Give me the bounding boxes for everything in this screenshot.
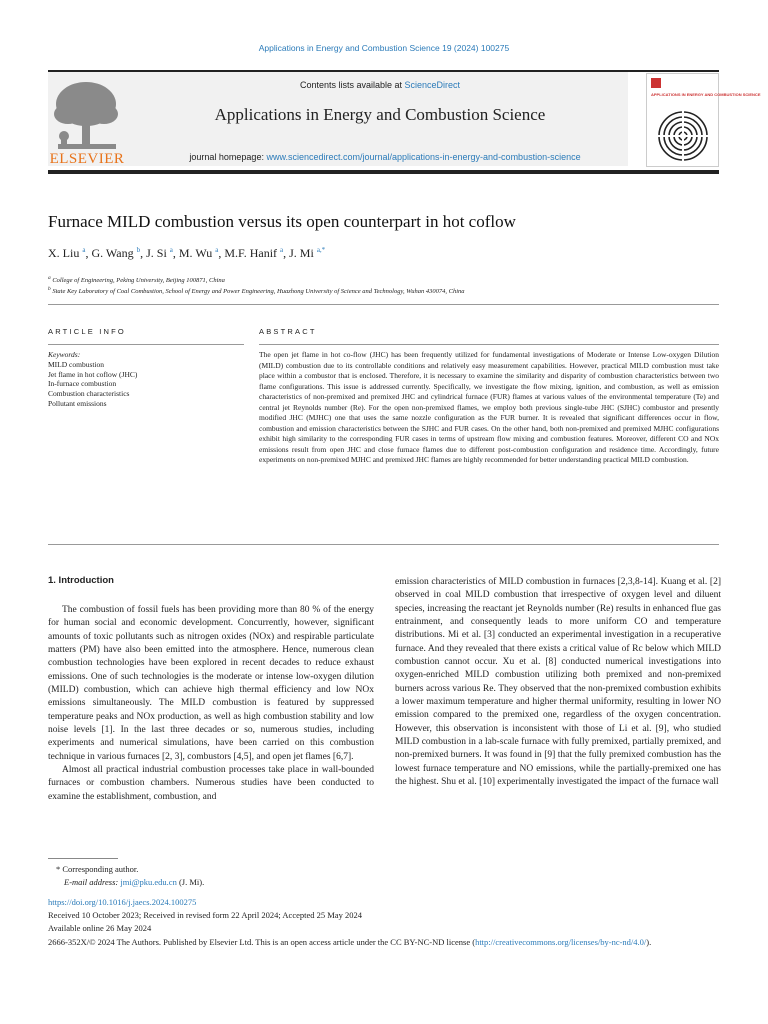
abstract-text: The open jet flame in hot co-flow (JHC) has been frequently utilized for fundamental investigations of Moderate or Intense Low-oxygen Dilution (MILD) combustion due to its controllable conditions and relatively easy measurement capabilities. However, practical MILD combustion must take place within a combustor that is enclosed. Therefore, it is necessary to examine the similarity and disparity of combustion characteristics between two flame configurations. This issue is addressed currently. Specifically, we investigate the flow mixing, ignition, and combustion, as well as emission characteristics of non-premixed and premixed JHC and cylindrical furnace (FUR) flames at various values of the environmental temperature (Te) and central jet Reynolds number (Re). For the open non-premixed flames, we employ both previous single-tube JHC (SJHC) combustor and presently modified JHC (MJHC) one that uses the same nozzle configuration as the FUR burner. It is revealed that significant differences occur in flow, combustion and emission characteristics between the SJHC and FUR cases. On the other hand, both non-premixed and premixed MJHC configurations exhibit high similarity to the corresponding FUR cases in terms of upstream flow mixing and combustion features. Moreover, different CO and NOx emissions result from open JHC and close furnace flames due to different post-combustion configuration and residence time. Accordingly, future experiments on non-premixed MJHC and premixed JHC flames are highly recommended for better understanding practical MILD combustion. bbox=[259, 350, 719, 464]
section-divider bbox=[48, 544, 719, 545]
online-date: Available online 26 May 2024 bbox=[48, 923, 152, 933]
elsevier-wordmark[interactable]: ELSEVIER bbox=[49, 151, 125, 167]
author-affil-marker[interactable]: a bbox=[215, 246, 219, 254]
contents-prefix: Contents lists available at bbox=[299, 80, 405, 90]
license-link[interactable]: http://creativecommons.org/licenses/by-nc-nd/4.0/ bbox=[475, 937, 647, 947]
body-left-column bbox=[48, 604, 374, 804]
journal-homepage bbox=[140, 152, 630, 162]
keyword-item: Combustion characteristics bbox=[48, 389, 130, 399]
received-dates: Received 10 October 2023; Received in revised form 22 April 2024; Accepted 25 May 2024 bbox=[48, 910, 362, 920]
body-paragraph: The combustion of fossil fuels has been providing more than 80 % of the energy for human social and economic development. Concurrently, however, significant amounts of toxic pollutants such as nitrogen oxides (NOx) and respirable particulate matters (PM) have also been emitted into the atmosphere. Hence, numerous clean combustion technologies have been explored in recent decades to reduce exhaust emissions. One of such technologies is the moderate or intense low-oxygen dilution (MILD) combustion, which can achieve high thermal efficiency and low NOx emissions simultaneously. The MILD combustion is featured by suppressed temperature peaks and NOx production, as well as high combustion stability and low noise levels [1]. In the last three decades or so, numerous studies, including experiments and numerical simulations, have been carried on this combustion technique in various furnaces [2, 3], combustors [4,5], and open jet flames [6,7]. bbox=[48, 605, 374, 762]
body-paragraph: Almost all practical industrial combustion processes take place in wall-bounded furnaces or combustion chambers. Numerous studies have been conducted to examine the establishment, combustion, and bbox=[48, 765, 374, 802]
body-paragraph: emission characteristics of MILD combustion in furnaces [2,3,8-14]. Kuang et al. [2] observed in coal MILD combustion that irrespective of oxygen level and diluent species, increasing the reactant jet Reynolds number (Re) results in enhanced flue gas entrainment, and consequently leads to more uniform CO and temperature distributions. Mi et al. [3] conducted an experimental investigation in a recuperative furnace. And they revealed that there exists a critical value of Rc below which MILD combustion cannot occur. Xu et al. [8] conducted numerical investigations into oxygen-enriched MILD combustion utilizing both premixed and non-premixed burners across various Re. They observed that the non-premixed combustion exhibits a lower maximum temperature and higher thermal uniformity, resulting in lower NO emission compared to the premixed one, regardless of the oxygen concentration. However, this observation is inconsistent with those of Li et al. [9], who studied MILD combustion in a lab-scale furnace with fully premixed, partially premixed, and non-premixed burners. It was found in [9] that the fully premixed combustion has the lowest furnace temperature and NO emissions, while the partially-premixed one has the highest. Shu et al. [10] experimentally investigated the impact of the furnace wall bbox=[395, 577, 721, 788]
keywords-label: Keywords: bbox=[48, 350, 81, 359]
article-title: Furnace MILD combustion versus its open counterpart in hot coflow bbox=[48, 212, 516, 231]
email-line bbox=[64, 877, 204, 887]
email-label: E-mail address: bbox=[64, 877, 121, 887]
article-info-heading: ARTICLE INFO bbox=[48, 327, 126, 336]
journal-citation[interactable]: Applications in Energy and Combustion Science 19 (2024) 100275 bbox=[258, 43, 510, 53]
homepage-link[interactable]: www.sciencedirect.com/journal/applications-in-energy-and-combustion-science bbox=[266, 152, 581, 162]
affiliation-a bbox=[48, 275, 225, 284]
email-suffix: (J. Mi). bbox=[176, 877, 205, 887]
contents-availability bbox=[140, 80, 620, 90]
email-link[interactable]: jmi@pku.edu.cn bbox=[120, 877, 177, 887]
author-affil-marker[interactable]: b bbox=[136, 246, 141, 254]
body-right-column bbox=[395, 576, 721, 790]
abstract-rule bbox=[259, 344, 719, 345]
homepage-label: journal homepage: bbox=[189, 152, 267, 162]
affiliation-marker: a bbox=[48, 275, 51, 281]
license-statement bbox=[48, 936, 719, 948]
license-prefix: 2666-352X/© 2024 The Authors. Published by Elsevier Ltd. This is an open access article under the CC BY-NC-ND license ( bbox=[48, 937, 476, 947]
introduction-heading: 1. Introduction bbox=[48, 575, 114, 586]
section-divider bbox=[48, 304, 719, 305]
header-bottom-rule bbox=[48, 170, 719, 174]
footnote-rule bbox=[48, 858, 118, 859]
cover-art bbox=[647, 74, 761, 166]
sciencedirect-link[interactable]: ScienceDirect bbox=[404, 80, 461, 90]
keyword-item: Jet flame in hot coflow (JHC) bbox=[48, 369, 138, 379]
affiliation-text: College of Engineering, Peking University, Beijing 100871, China bbox=[52, 277, 225, 285]
author-affil-marker[interactable]: a bbox=[82, 246, 86, 254]
keyword-item: Pollutant emissions bbox=[48, 398, 107, 408]
author-name[interactable]: M. Wu bbox=[178, 246, 213, 260]
license-suffix: ). bbox=[646, 937, 652, 947]
keyword-item: In-furnace combustion bbox=[48, 379, 117, 389]
cover-title-text: APPLICATIONS IN ENERGY AND COMBUSTION SCIENCE bbox=[651, 92, 761, 97]
doi-link[interactable]: https://doi.org/10.1016/j.jaecs.2024.100275 bbox=[48, 897, 197, 907]
affiliation-marker: b bbox=[48, 286, 51, 292]
journal-title: Applications in Energy and Combustion Science bbox=[214, 105, 546, 124]
author-name[interactable]: J. Si bbox=[146, 246, 167, 260]
abstract-heading: ABSTRACT bbox=[259, 327, 317, 336]
author-name[interactable]: M.F. Hanif bbox=[224, 246, 278, 260]
author-list: X. Liu $^a$, G. Wang $^b$, J. Si $^a$, M. Wu $^a$, M.F. Hanif $^a$, J. Mi $^{a,*}$ bbox=[48, 246, 326, 260]
author-name[interactable]: J. Mi bbox=[289, 246, 314, 260]
journal-cover-thumbnail[interactable] bbox=[646, 73, 761, 167]
article-info-rule bbox=[48, 344, 244, 345]
keyword-item: MILD combustion bbox=[48, 359, 105, 369]
author-affil-marker[interactable]: a bbox=[169, 246, 173, 254]
author-name[interactable]: G. Wang bbox=[91, 246, 134, 260]
keywords-block bbox=[48, 350, 137, 409]
affiliation-text: State Key Laboratory of Coal Combustion, School of Energy and Power Engineering, Huazhong University of Science and Technology, Wuhan 430074, China bbox=[52, 288, 465, 296]
corresponding-author-note: * Corresponding author. bbox=[56, 864, 139, 874]
affiliation-b bbox=[48, 286, 465, 295]
author-affil-marker[interactable]: a,* bbox=[316, 246, 326, 254]
author-affil-marker[interactable]: a bbox=[280, 246, 284, 254]
author-name[interactable]: X. Liu bbox=[48, 246, 80, 260]
